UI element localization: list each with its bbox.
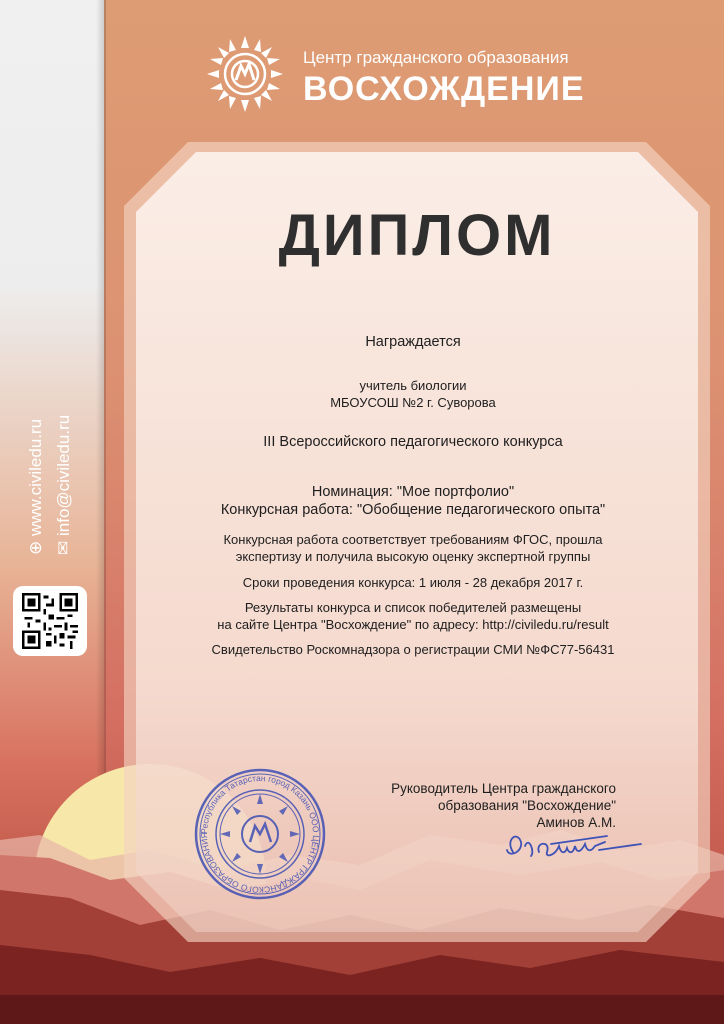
envelope-icon: ✉ [54, 540, 73, 555]
handwritten-signature [495, 822, 645, 868]
ground [0, 995, 724, 1024]
signatory-title-2: образования "Восхождение" [438, 798, 616, 813]
website-text: www.civiledu.ru [26, 418, 45, 537]
results-line-1: Результаты конкурса и список победителей размещены [244, 600, 582, 615]
recipient-school: МБОУСОШ №2 г. Суворова [330, 395, 496, 410]
organization-logo [205, 34, 605, 114]
awarded-label: Награждается [365, 334, 461, 350]
official-stamp [192, 766, 328, 902]
contacts [28, 385, 78, 555]
signatory-name: Аминов А.М. [536, 815, 616, 830]
organization-name: ВОСХОЖДЕНИЕ [303, 70, 585, 108]
contest-name: III Всероссийского педагогического конкурса [263, 434, 563, 450]
organization-subtitle: Центр гражданского образования [303, 48, 569, 67]
results-line-2: на сайте Центра "Восхождение" по адресу: http://civiledu.ru/result [217, 617, 609, 632]
contest-dates: Сроки проведения конкурса: 1 июля - 28 декабря 2017 г. [242, 575, 584, 590]
nomination: Номинация: "Мое портфолио" [311, 484, 515, 500]
email-link[interactable] [54, 415, 74, 555]
qr-code [13, 586, 87, 656]
qr-code-icon [22, 593, 78, 649]
diploma-title: ДИПЛОМ [278, 203, 556, 268]
stamp-outer-text: Республика Татарстан город Казань ООО ЦЕНТР ГРАЖДАНСКОГО ОБРАЗОВАНИЯ [198, 772, 322, 896]
contest-work: Конкурсная работа: "Обобщение педагогического опыта" [220, 502, 606, 518]
compliance-line-2: экспертизу и получила высокую оценку экспертной группы [235, 549, 591, 564]
compliance-line-1: Конкурсная работа соответствует требованиям ФГОС, прошла [223, 532, 603, 547]
recipient-position: учитель биологии [359, 378, 467, 393]
signatory-title-1: Руководитель Центра гражданского [391, 781, 616, 796]
sun-emblem-icon [205, 34, 285, 114]
registration-certificate: Свидетельство Роскомнадзора о регистрации СМИ №ФС77-56431 [211, 642, 615, 657]
website-link[interactable] [26, 419, 46, 555]
globe-icon: ⊕ [26, 540, 45, 555]
email-text: info@civiledu.ru [54, 414, 73, 537]
